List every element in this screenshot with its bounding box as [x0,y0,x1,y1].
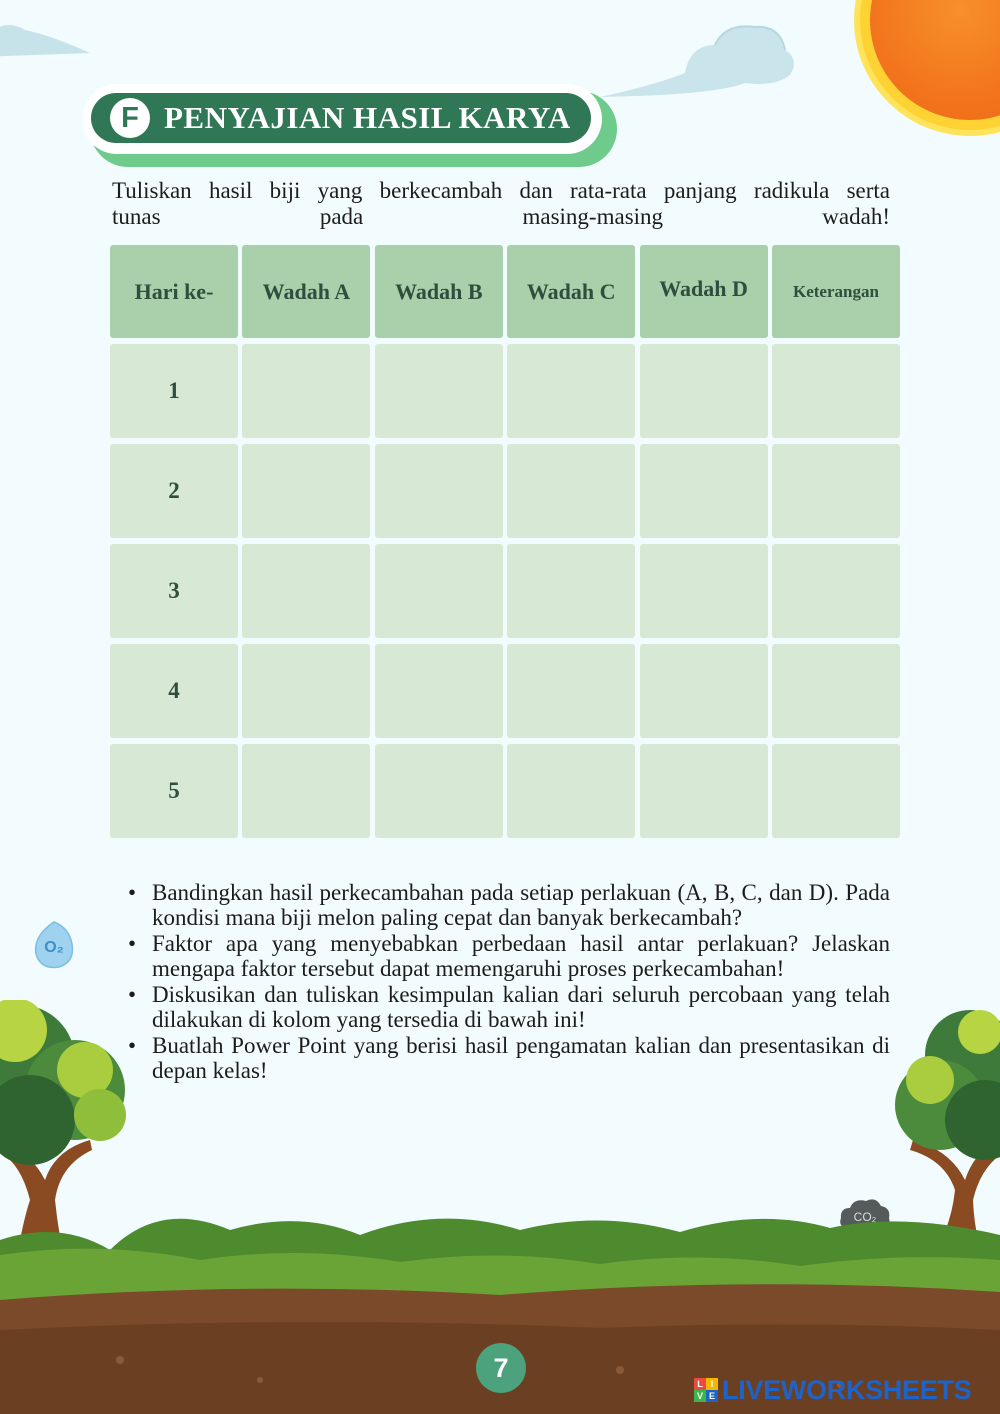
co2-label: CO₂ [853,1210,877,1224]
row-4-wadah-c-cell[interactable] [507,644,635,738]
row-3-wadah-b-cell[interactable] [375,544,503,638]
row-2-wadah-c-cell[interactable] [507,444,635,538]
page-number: 7 [476,1343,526,1393]
section-title-text: PENYAJIAN HASIL KARYA [164,100,571,135]
results-table [110,245,900,838]
sun-decoration [870,0,1000,120]
header-wadah-b: Wadah B [375,245,503,338]
row-4-wadah-d-cell[interactable] [640,644,768,738]
watermark-text: LIVEWORKSHEETS [722,1374,972,1405]
row-1-wadah-c-cell[interactable] [507,344,635,438]
row-3-wadah-c-cell[interactable] [507,544,635,638]
instructions-list [124,880,890,1084]
section-letter-badge: F [110,98,150,138]
header-wadah-c: Wadah C [507,245,635,338]
row-4-keterangan-cell[interactable] [772,644,900,738]
header-wadah-a: Wadah A [242,245,370,338]
cloud-decoration-left [0,5,100,60]
o2-bubble-icon [33,920,75,970]
liveworksheets-watermark [694,1374,971,1406]
logo-letter-v: V [694,1390,706,1402]
row-5-day: 5 [110,744,238,838]
row-2-keterangan-cell[interactable] [772,444,900,538]
row-2-wadah-a-cell[interactable] [242,444,370,538]
logo-letter-l: L [694,1378,706,1390]
row-5-wadah-a-cell[interactable] [242,744,370,838]
row-1-wadah-b-cell[interactable] [375,344,503,438]
row-5-keterangan-cell[interactable] [772,744,900,838]
instruction-item: • Diskusikan dan tuliskan kesimpulan kalian dari seluruh percobaan yang telah dilakukan di kolom yang tersedia di bawah ini! [124,982,890,1032]
section-title [91,93,591,143]
row-2-wadah-b-cell[interactable] [375,444,503,538]
row-4-wadah-b-cell[interactable] [375,644,503,738]
header-wadah-d: Wadah D [640,245,768,338]
row-5-wadah-b-cell[interactable] [375,744,503,838]
o2-label: O₂ [44,939,64,956]
row-1-keterangan-cell[interactable] [772,344,900,438]
instruction-item: • Buatlah Power Point yang berisi hasil pengamatan kalian dan presentasikan di depan kelas! [124,1033,890,1083]
row-4-wadah-a-cell[interactable] [242,644,370,738]
logo-letter-i: I [706,1378,718,1390]
row-4-day: 4 [110,644,238,738]
instruction-item: • Faktor apa yang menyebabkan perbedaan hasil antar perlakuan? Jelaskan mengapa faktor tersebut dapat memengaruhi proses perkecambahan! [124,931,890,981]
liveworksheets-logo-icon [694,1378,718,1402]
row-3-keterangan-cell[interactable] [772,544,900,638]
row-3-wadah-d-cell[interactable] [640,544,768,638]
intro-line-2: tunas pada masing-masing wadah! [112,204,890,229]
row-1-wadah-a-cell[interactable] [242,344,370,438]
row-2-day: 2 [110,444,238,538]
row-3-day: 3 [110,544,238,638]
logo-letter-e: E [706,1390,718,1402]
row-3-wadah-a-cell[interactable] [242,544,370,638]
header-hari: Hari ke- [110,245,238,338]
header-keterangan: Keterangan [772,245,900,338]
row-1-wadah-d-cell[interactable] [640,344,768,438]
intro-line-1: Tuliskan hasil biji yang berkecambah dan rata-rata panjang radikula serta [112,178,890,203]
cloud-decoration-right [595,15,805,105]
row-5-wadah-c-cell[interactable] [507,744,635,838]
row-1-day: 1 [110,344,238,438]
row-2-wadah-d-cell[interactable] [640,444,768,538]
intro-paragraph [112,178,890,230]
instruction-item: • Bandingkan hasil perkecambahan pada setiap perlakuan (A, B, C, dan D). Pada kondisi mana biji melon paling cepat dan banyak berkecambah? [124,880,890,930]
row-5-wadah-d-cell[interactable] [640,744,768,838]
